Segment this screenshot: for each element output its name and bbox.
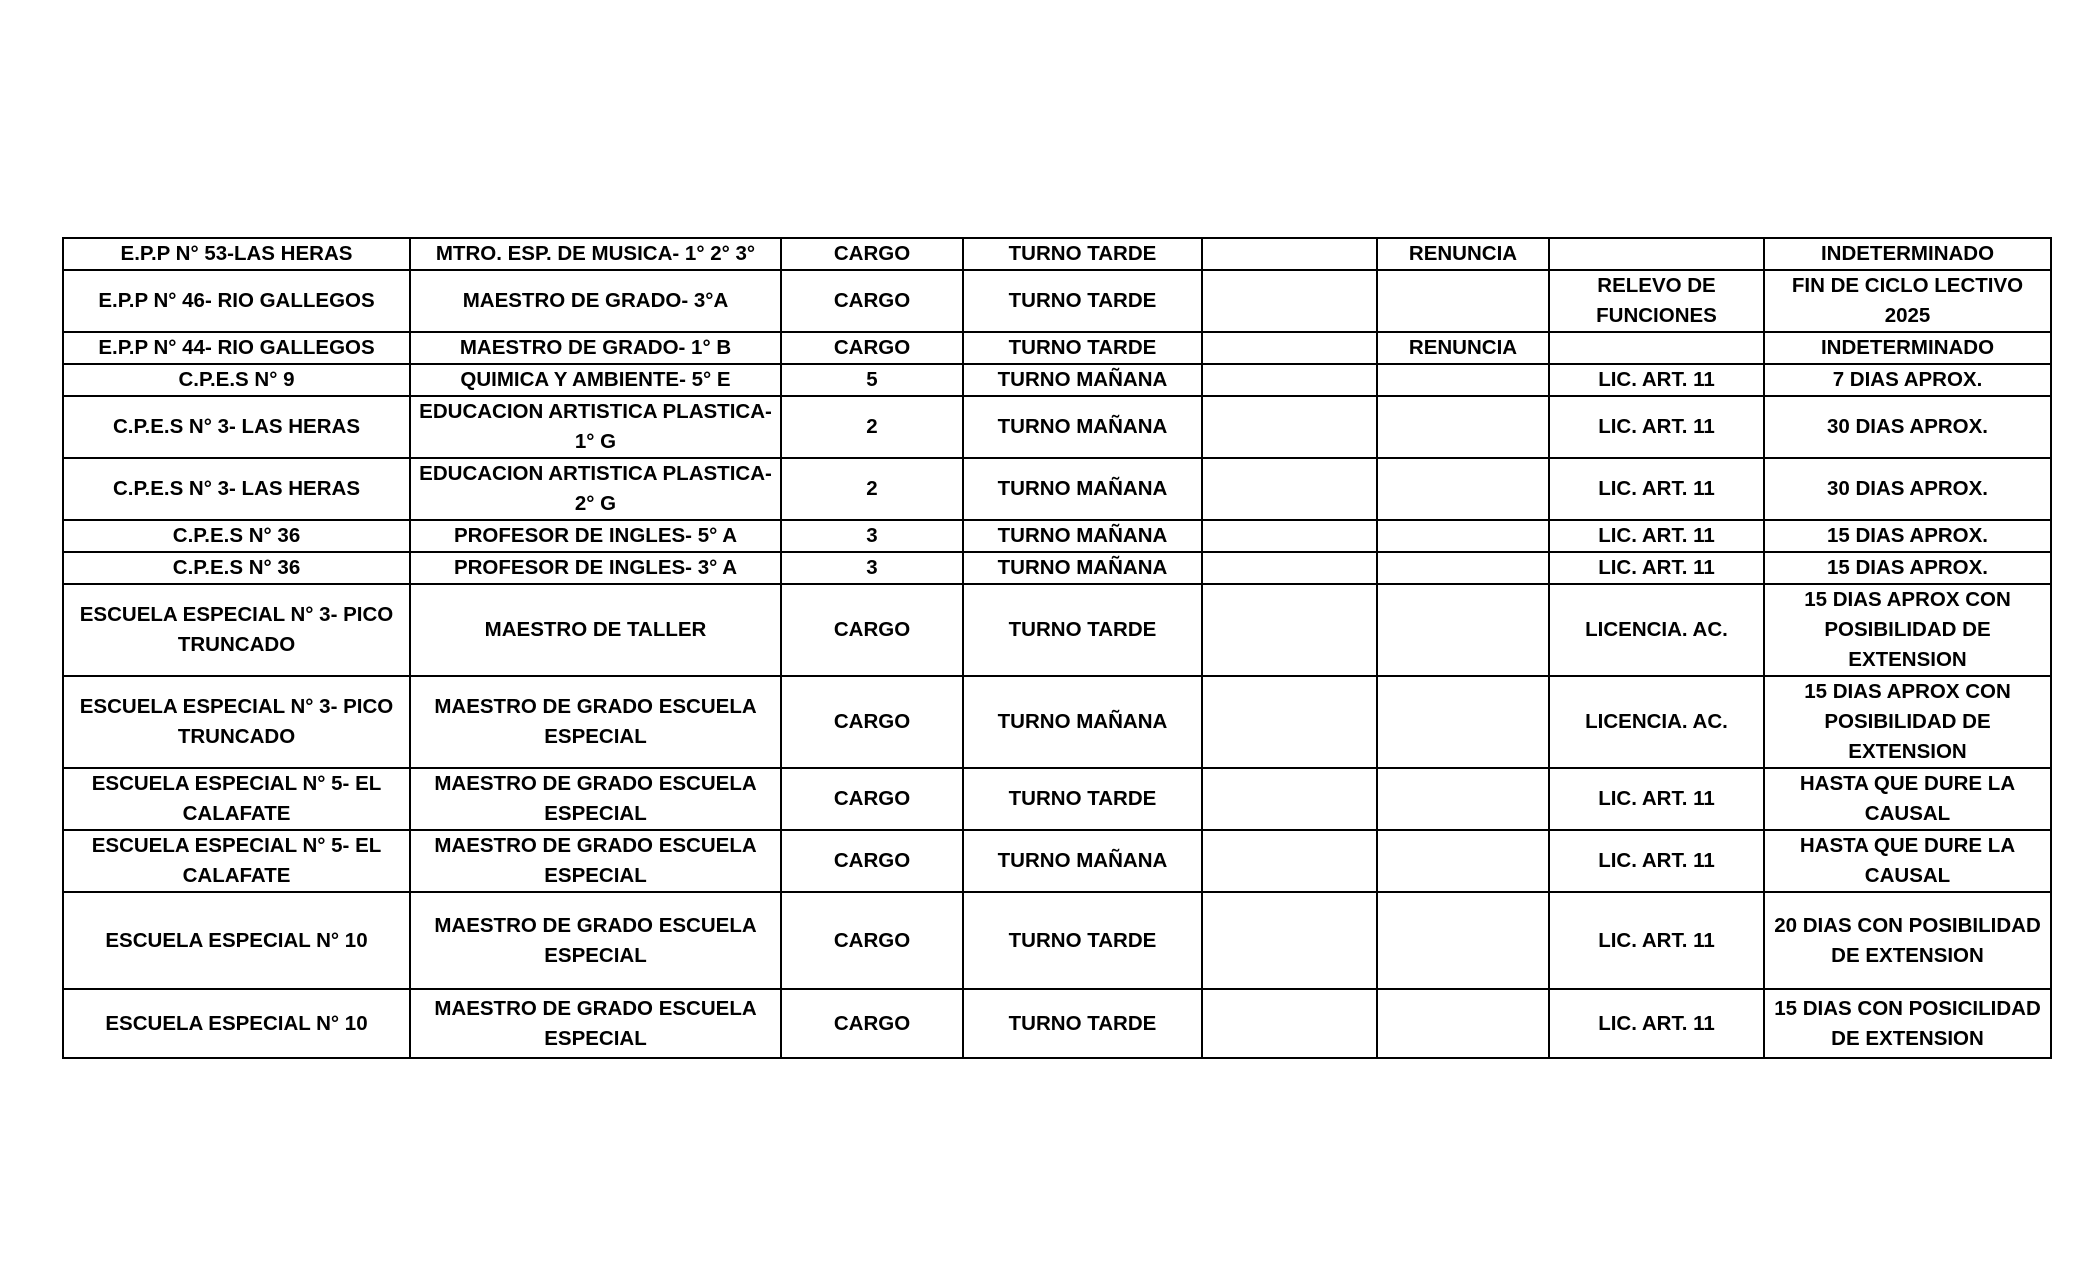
cell-school: C.P.E.S N° 3- LAS HERAS — [63, 458, 410, 520]
cell-school: ESCUELA ESPECIAL N° 3- PICO TRUNCADO — [63, 676, 410, 768]
cell-blank-a — [1202, 552, 1377, 584]
cell-blank-a — [1202, 584, 1377, 676]
cell-position: MAESTRO DE GRADO- 1° B — [410, 332, 781, 364]
cell-blank-a — [1202, 768, 1377, 830]
table-row — [63, 892, 2051, 989]
cell-position: MTRO. ESP. DE MUSICA- 1° 2° 3° — [410, 238, 781, 270]
table-row — [63, 676, 2051, 768]
table-row — [63, 270, 2051, 332]
cell-type: 3 — [781, 552, 963, 584]
table-row — [63, 364, 2051, 396]
cell-duration: 30 DIAS APROX. — [1764, 458, 2051, 520]
cell-school: ESCUELA ESPECIAL N° 5- EL CALAFATE — [63, 830, 410, 892]
cell-type: CARGO — [781, 332, 963, 364]
cell-reason — [1377, 892, 1549, 989]
cell-reason — [1377, 768, 1549, 830]
cell-blank-a — [1202, 830, 1377, 892]
cell-shift: TURNO TARDE — [963, 989, 1202, 1058]
cell-blank-a — [1202, 238, 1377, 270]
cell-position: MAESTRO DE GRADO ESCUELA ESPECIAL — [410, 830, 781, 892]
table-row — [63, 332, 2051, 364]
cell-position: MAESTRO DE TALLER — [410, 584, 781, 676]
cell-duration: 7 DIAS APROX. — [1764, 364, 2051, 396]
cell-duration: INDETERMINADO — [1764, 332, 2051, 364]
cell-shift: TURNO MAÑANA — [963, 396, 1202, 458]
cell-reason — [1377, 830, 1549, 892]
cell-duration: FIN DE CICLO LECTIVO 2025 — [1764, 270, 2051, 332]
cell-shift: TURNO TARDE — [963, 332, 1202, 364]
cell-reason: RENUNCIA — [1377, 238, 1549, 270]
cell-reason — [1377, 552, 1549, 584]
cell-duration: 15 DIAS APROX CON POSIBILIDAD DE EXTENSION — [1764, 584, 2051, 676]
cell-position: PROFESOR DE INGLES- 3° A — [410, 552, 781, 584]
cell-duration: 30 DIAS APROX. — [1764, 396, 2051, 458]
cell-leave: LICENCIA. AC. — [1549, 676, 1764, 768]
cell-duration: 15 DIAS APROX. — [1764, 520, 2051, 552]
cell-reason — [1377, 458, 1549, 520]
cell-type: CARGO — [781, 584, 963, 676]
cell-type: CARGO — [781, 238, 963, 270]
cell-leave: LIC. ART. 11 — [1549, 552, 1764, 584]
table-row — [63, 520, 2051, 552]
table-row — [63, 989, 2051, 1058]
cell-school: E.P.P N° 53-LAS HERAS — [63, 238, 410, 270]
cell-leave: LIC. ART. 11 — [1549, 830, 1764, 892]
cell-position: EDUCACION ARTISTICA PLASTICA- 2° G — [410, 458, 781, 520]
cell-shift: TURNO MAÑANA — [963, 458, 1202, 520]
cell-reason: RENUNCIA — [1377, 332, 1549, 364]
cell-position: EDUCACION ARTISTICA PLASTICA- 1° G — [410, 396, 781, 458]
cell-blank-a — [1202, 520, 1377, 552]
cell-shift: TURNO MAÑANA — [963, 520, 1202, 552]
cell-duration: HASTA QUE DURE LA CAUSAL — [1764, 830, 2051, 892]
cell-type: CARGO — [781, 270, 963, 332]
cell-leave: LIC. ART. 11 — [1549, 989, 1764, 1058]
cell-position: MAESTRO DE GRADO ESCUELA ESPECIAL — [410, 676, 781, 768]
cell-school: ESCUELA ESPECIAL N° 10 — [63, 892, 410, 989]
cell-position: MAESTRO DE GRADO ESCUELA ESPECIAL — [410, 892, 781, 989]
cell-position: MAESTRO DE GRADO ESCUELA ESPECIAL — [410, 989, 781, 1058]
cell-type: CARGO — [781, 830, 963, 892]
cell-duration: HASTA QUE DURE LA CAUSAL — [1764, 768, 2051, 830]
cell-duration: 15 DIAS CON POSICILIDAD DE EXTENSION — [1764, 989, 2051, 1058]
cell-position: QUIMICA Y AMBIENTE- 5° E — [410, 364, 781, 396]
cell-reason — [1377, 396, 1549, 458]
cell-position: MAESTRO DE GRADO- 3°A — [410, 270, 781, 332]
cell-leave: LIC. ART. 11 — [1549, 520, 1764, 552]
cell-shift: TURNO MAÑANA — [963, 552, 1202, 584]
cell-shift: TURNO TARDE — [963, 238, 1202, 270]
cell-reason — [1377, 676, 1549, 768]
cell-blank-a — [1202, 364, 1377, 396]
table-row — [63, 396, 2051, 458]
cell-duration: 20 DIAS CON POSIBILIDAD DE EXTENSION — [1764, 892, 2051, 989]
cell-duration: INDETERMINADO — [1764, 238, 2051, 270]
cell-blank-a — [1202, 396, 1377, 458]
cell-shift: TURNO TARDE — [963, 270, 1202, 332]
cell-type: CARGO — [781, 989, 963, 1058]
table-row — [63, 830, 2051, 892]
table-row — [63, 552, 2051, 584]
cell-blank-a — [1202, 892, 1377, 989]
cell-leave: LIC. ART. 11 — [1549, 768, 1764, 830]
cell-shift: TURNO TARDE — [963, 584, 1202, 676]
table-row — [63, 458, 2051, 520]
cell-position: PROFESOR DE INGLES- 5° A — [410, 520, 781, 552]
cell-shift: TURNO TARDE — [963, 892, 1202, 989]
cell-school: C.P.E.S N° 3- LAS HERAS — [63, 396, 410, 458]
cell-type: CARGO — [781, 676, 963, 768]
cell-reason — [1377, 270, 1549, 332]
cell-leave: LIC. ART. 11 — [1549, 892, 1764, 989]
cell-reason — [1377, 989, 1549, 1058]
cell-school: E.P.P N° 46- RIO GALLEGOS — [63, 270, 410, 332]
cell-duration: 15 DIAS APROX CON POSIBILIDAD DE EXTENSION — [1764, 676, 2051, 768]
table-row — [63, 768, 2051, 830]
cell-type: CARGO — [781, 768, 963, 830]
cell-school: C.P.E.S N° 36 — [63, 552, 410, 584]
table-row — [63, 238, 2051, 270]
cell-school: C.P.E.S N° 36 — [63, 520, 410, 552]
cell-shift: TURNO MAÑANA — [963, 676, 1202, 768]
cell-blank-a — [1202, 676, 1377, 768]
cell-shift: TURNO MAÑANA — [963, 830, 1202, 892]
cell-school: ESCUELA ESPECIAL N° 3- PICO TRUNCADO — [63, 584, 410, 676]
cell-leave: LIC. ART. 11 — [1549, 458, 1764, 520]
cell-leave — [1549, 238, 1764, 270]
cell-leave: LIC. ART. 11 — [1549, 364, 1764, 396]
cell-type: 2 — [781, 396, 963, 458]
cell-blank-a — [1202, 989, 1377, 1058]
cell-school: ESCUELA ESPECIAL N° 5- EL CALAFATE — [63, 768, 410, 830]
cell-leave: RELEVO DE FUNCIONES — [1549, 270, 1764, 332]
cell-school: C.P.E.S N° 9 — [63, 364, 410, 396]
cell-position: MAESTRO DE GRADO ESCUELA ESPECIAL — [410, 768, 781, 830]
cell-reason — [1377, 584, 1549, 676]
cell-school: E.P.P N° 44- RIO GALLEGOS — [63, 332, 410, 364]
cell-type: 5 — [781, 364, 963, 396]
cell-type: 3 — [781, 520, 963, 552]
cell-reason — [1377, 364, 1549, 396]
cell-type: CARGO — [781, 892, 963, 989]
cell-leave: LIC. ART. 11 — [1549, 396, 1764, 458]
cell-blank-a — [1202, 332, 1377, 364]
vacancy-table — [62, 237, 2052, 1059]
cell-type: 2 — [781, 458, 963, 520]
cell-leave — [1549, 332, 1764, 364]
cell-blank-a — [1202, 458, 1377, 520]
table-row — [63, 584, 2051, 676]
cell-shift: TURNO TARDE — [963, 768, 1202, 830]
cell-school: ESCUELA ESPECIAL N° 10 — [63, 989, 410, 1058]
cell-reason — [1377, 520, 1549, 552]
cell-duration: 15 DIAS APROX. — [1764, 552, 2051, 584]
cell-blank-a — [1202, 270, 1377, 332]
cell-shift: TURNO MAÑANA — [963, 364, 1202, 396]
cell-leave: LICENCIA. AC. — [1549, 584, 1764, 676]
